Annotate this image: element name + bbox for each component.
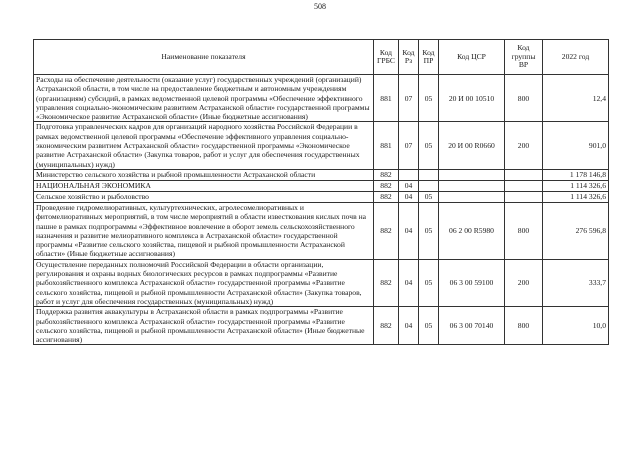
row-rz: 07 [399, 75, 419, 122]
header-name: Наименование показателя [34, 40, 374, 75]
row-rz: 07 [399, 122, 419, 169]
row-amount: 276 596,8 [543, 202, 609, 259]
row-pr: 05 [419, 75, 439, 122]
row-name: НАЦИОНАЛЬНАЯ ЭКОНОМИКА [34, 180, 374, 191]
row-amount: 1 178 146,8 [543, 169, 609, 180]
row-pr: 05 [419, 191, 439, 202]
row-name: Поддержка развития аквакультуры в Астраханской области в рамках подпрограммы «Развитие рыбохозяйственного комплекса Астраханской области» государственной программы «Развитие сельского хозяйства, пищевой и рыбной промышленности Астраханской области» (Иные бюджетные ассигнования) [34, 307, 374, 345]
row-vr: 200 [505, 259, 543, 306]
row-grbs: 882 [374, 169, 399, 180]
row-pr [419, 169, 439, 180]
table-row [34, 169, 609, 180]
table-row [34, 307, 609, 345]
row-csr [439, 169, 505, 180]
row-pr: 05 [419, 122, 439, 169]
header-pr: Код ПР [419, 40, 439, 75]
row-pr: 05 [419, 307, 439, 345]
header-csr: Код ЦСР [439, 40, 505, 75]
row-csr: 20 И 00 10510 [439, 75, 505, 122]
row-rz: 04 [399, 307, 419, 345]
header-grbs: Код ГРБС [374, 40, 399, 75]
row-csr: 06 2 00 R5980 [439, 202, 505, 259]
table-row [34, 180, 609, 191]
row-name: Осуществление переданных полномочий Российской Федерации в области организации, регулирования и охраны водных биологических ресурсов в рамках подпрограммы «Развитие рыбохозяйственного комплекса Астраханской области» государственной программы «Развитие сельского хозяйства, пищевой и рыбной промышленности Астраханской области» (Закупка товаров, работ и услуг для обеспечения государственных (муниципальных) нужд) [34, 259, 374, 306]
row-pr [419, 180, 439, 191]
row-csr [439, 191, 505, 202]
row-grbs: 881 [374, 122, 399, 169]
row-csr: 06 3 00 59100 [439, 259, 505, 306]
row-rz: 04 [399, 202, 419, 259]
row-rz [399, 169, 419, 180]
row-amount: 1 114 326,6 [543, 191, 609, 202]
row-grbs: 882 [374, 259, 399, 306]
row-rz: 04 [399, 180, 419, 191]
row-vr [505, 191, 543, 202]
row-grbs: 882 [374, 180, 399, 191]
table-row [34, 75, 609, 122]
row-amount: 10,0 [543, 307, 609, 345]
row-vr: 800 [505, 307, 543, 345]
row-grbs: 882 [374, 202, 399, 259]
table-row [34, 202, 609, 259]
row-amount: 333,7 [543, 259, 609, 306]
row-pr: 05 [419, 259, 439, 306]
row-csr: 20 И 00 R0660 [439, 122, 505, 169]
row-amount: 1 114 326,6 [543, 180, 609, 191]
row-name: Министерство сельского хозяйства и рыбной промышленности Астраханской области [34, 169, 374, 180]
row-grbs: 882 [374, 307, 399, 345]
row-amount: 12,4 [543, 75, 609, 122]
row-rz: 04 [399, 259, 419, 306]
page-number: 508 [314, 2, 326, 11]
row-csr: 06 3 00 70140 [439, 307, 505, 345]
table-row [34, 259, 609, 306]
row-vr [505, 180, 543, 191]
header-year: 2022 год [543, 40, 609, 75]
table-header-row [34, 40, 609, 75]
row-name: Расходы на обеспечение деятельности (оказание услуг) государственных учреждений (организаций) Астраханской области, в том числе на предоставление бюджетным и автономным учреждениям (организациям) субсидий, в рамках ведомственной целевой программы «Обеспечение эффективного управления социально-экономическим развитием Астраханской области» государственной программы «Экономическое развитие Астраханской области» (Иные бюджетные ассигнования) [34, 75, 374, 122]
row-vr [505, 169, 543, 180]
table-row [34, 122, 609, 169]
budget-table [33, 39, 609, 345]
row-pr: 05 [419, 202, 439, 259]
row-grbs: 882 [374, 191, 399, 202]
row-name: Подготовка управленческих кадров для организаций народного хозяйства Российской Федерации в рамках ведомственной целевой программы «Обеспечение эффективного управления социально-экономическим развитием Астраханской области» государственной программы «Экономическое развитие Астраханской области» (Закупка товаров, работ и услуг для обеспечения государственных (муниципальных) нужд) [34, 122, 374, 169]
row-vr: 800 [505, 75, 543, 122]
row-vr: 800 [505, 202, 543, 259]
header-vr: Код группы ВР [505, 40, 543, 75]
row-grbs: 881 [374, 75, 399, 122]
row-rz: 04 [399, 191, 419, 202]
header-rz: Код Рз [399, 40, 419, 75]
table-row [34, 191, 609, 202]
row-amount: 901,0 [543, 122, 609, 169]
row-csr [439, 180, 505, 191]
row-name: Проведение гидромелиоративных, культуртехнических, агролесомелиоративных и фитомелиоративных мероприятий, в том числе мероприятий в области известкования кислых почв на пашне в рамках подпрограммы «Эффективное вовлечение в оборот земель сельскохозяйственного назначения и развитие мелиоративного комплекса в Астраханской области» государственной программы «Развитие сельского хозяйства, пищевой и рыбной промышленности Астраханской области» (Иные бюджетные ассигнования) [34, 202, 374, 259]
row-vr: 200 [505, 122, 543, 169]
row-name: Сельское хозяйство и рыболовство [34, 191, 374, 202]
